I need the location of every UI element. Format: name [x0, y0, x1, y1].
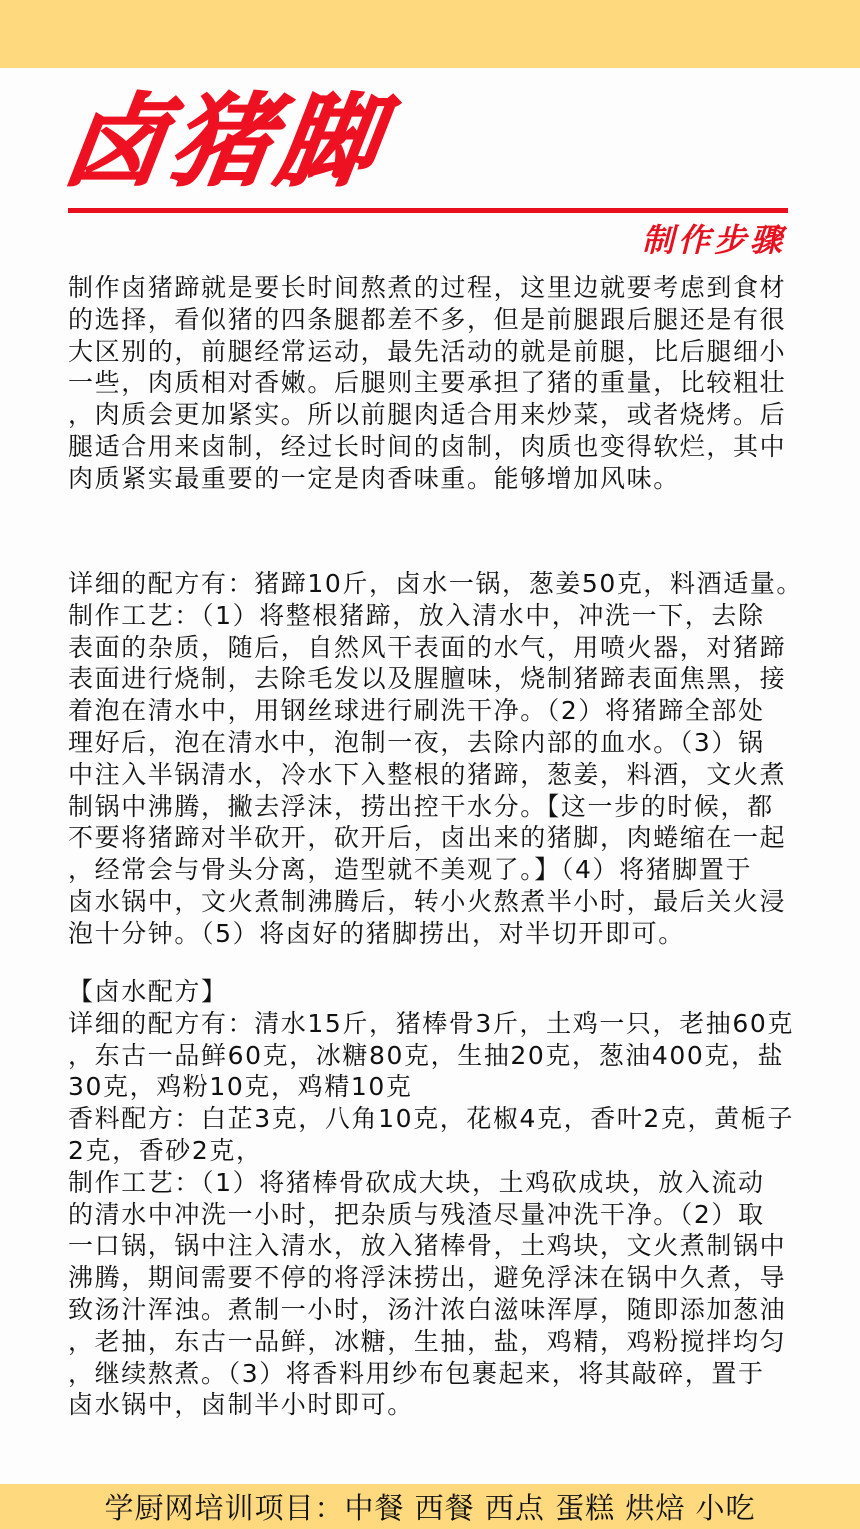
brine-recipe-paragraph: [68, 976, 798, 1421]
text-line: 制锅中沸腾，撇去浮沫，捞出控干水分。【这一步的时候，都: [68, 791, 774, 821]
text-line: ，继续熬煮。（3）将香料用纱布包裹起来，将其敲碎，置于: [68, 1358, 765, 1388]
text-line: 一些，肉质相对香嫩。后腿则主要承担了猪的重量，比较粗壮: [68, 368, 787, 398]
text-line: 泡十分钟。（5）将卤好的猪脚捞出，对半切开即可。: [68, 918, 685, 948]
text-line: 表面的杂质，随后，自然风干表面的水气，用喷火器，对猪蹄: [68, 632, 787, 662]
top-band: [0, 0, 860, 68]
footer-banner: [0, 1484, 860, 1529]
text-line: 致汤汁浑浊。煮制一小时，汤汁浓白滋味浑厚，随即添加葱油: [68, 1294, 787, 1324]
text-line: 的选择，看似猪的四条腿都差不多，但是前腿跟后腿还是有很: [68, 304, 787, 334]
text-line: 香料配方：白芷3克，八角10克，花椒4克，香叶2克，黄栀子: [68, 1104, 794, 1134]
text-line: 着泡在清水中，用钢丝球进行刷洗干净。（2）将猪蹄全部处: [68, 696, 765, 726]
footer-text: 学厨网培训项目：中餐 西餐 西点 蛋糕 烘焙 小吃: [104, 1491, 756, 1525]
text-line: ，老抽，东古一品鲜，冰糖，生抽，盐，鸡精，鸡粉搅拌均匀: [68, 1326, 787, 1356]
page-subtitle: 制作步骤: [641, 221, 786, 259]
text-line: 表面进行烧制，去除毛发以及腥膻味，烧制猪蹄表面焦黑，接: [68, 664, 787, 694]
text-line: 30克，鸡粉10克，鸡精10克: [68, 1072, 413, 1102]
text-line: 一口锅，锅中注入清水，放入猪棒骨，土鸡块，文火煮制锅中: [68, 1231, 787, 1261]
text-line: 详细的配方有：清水15斤，猪棒骨3斤，土鸡一只，老抽60克: [68, 1008, 794, 1038]
text-line: 卤水锅中，卤制半小时即可。: [68, 1390, 414, 1420]
title-divider: [68, 208, 788, 213]
text-line: 不要将猪蹄对半砍开，砍开后，卤出来的猪脚，肉蜷缩在一起: [68, 823, 787, 853]
text-line: 制作工艺：（1）将猪棒骨砍成大块，土鸡砍成块，放入流动: [68, 1167, 765, 1197]
text-line: ，经常会与骨头分离，造型就不美观了。】（4）将猪脚置于: [68, 855, 753, 885]
text-line: 详细的配方有：猪蹄10斤，卤水一锅，葱姜50克，料酒适量。: [68, 569, 804, 598]
text-line: 沸腾，期间需要不停的将浮沫捞出，避免浮沫在锅中久煮，导: [68, 1263, 787, 1293]
text-line: 卤水锅中，文火煮制沸腾后，转小火熬煮半小时，最后关火浸: [68, 886, 787, 916]
text-line: 中注入半锅清水，冷水下入整根的猪蹄，葱姜，料酒，文火煮: [68, 759, 787, 789]
text-line: 腿适合用来卤制，经过长时间的卤制，肉质也变得软烂，其中: [68, 431, 787, 461]
page-title: 卤猪脚: [57, 83, 393, 200]
text-line: 2克，香砂2克，: [68, 1135, 263, 1165]
text-line: 肉质紧实最重要的一定是肉香味重。能够增加风味。: [68, 463, 680, 493]
text-line: 制作工艺：（1）将整根猪蹄，放入清水中，冲洗一下，去除: [68, 600, 765, 630]
text-line: 的清水中冲洗一小时，把杂质与残渣尽量冲洗干净。（2）取: [68, 1199, 765, 1229]
text-line: 理好后，泡在清水中，泡制一夜，去除内部的血水。（3）锅: [68, 727, 765, 757]
intro-paragraph: [68, 272, 798, 495]
text-line: 大区别的，前腿经常运动，最先活动的就是前腿，比后腿细小: [68, 336, 787, 366]
text-line: 制作卤猪蹄就是要长时间熬煮的过程，这里边就要考虑到食材: [68, 273, 787, 302]
recipe-paragraph: [68, 568, 804, 950]
text-line: 【卤水配方】: [68, 977, 228, 1006]
text-line: ，东古一品鲜60克，冰糖80克，生抽20克，葱油400克，盐: [68, 1040, 785, 1070]
text-line: ，肉质会更加紧实。所以前腿肉适合用来炒菜，或者烧烤。后: [68, 400, 787, 430]
